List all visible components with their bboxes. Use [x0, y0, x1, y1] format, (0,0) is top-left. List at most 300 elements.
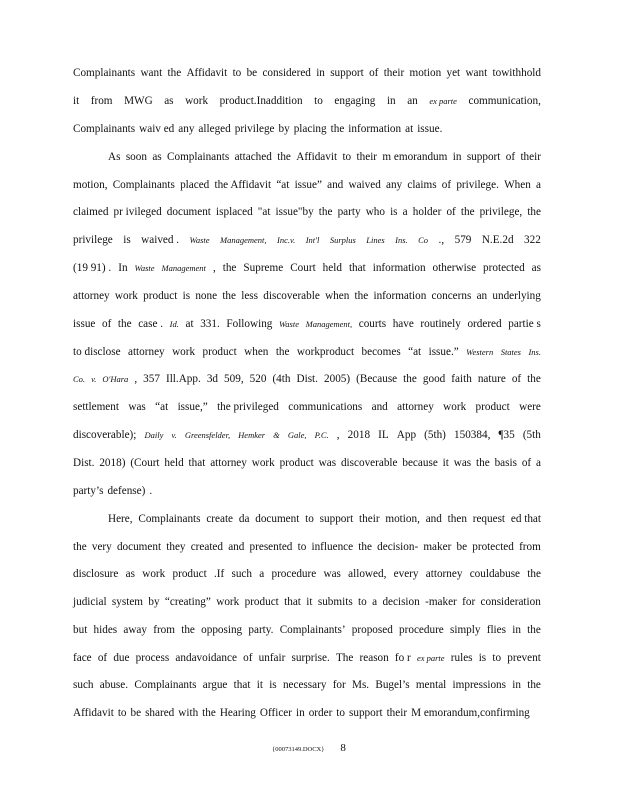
word: flies — [486, 624, 506, 636]
word: their — [356, 151, 378, 163]
word: placing — [293, 123, 327, 135]
word: such — [73, 679, 94, 691]
word: support — [330, 67, 364, 79]
text-line — [73, 317, 541, 331]
word: attorney — [73, 290, 110, 302]
word: of — [441, 179, 452, 191]
word: in — [512, 624, 521, 636]
word: surprise. — [291, 652, 330, 664]
word: presented — [249, 541, 293, 553]
word: da — [238, 513, 250, 525]
word: their — [386, 707, 408, 719]
word: party — [337, 206, 361, 218]
word: want — [465, 67, 488, 79]
word: product — [172, 568, 207, 580]
word: ., — [438, 234, 445, 246]
text-line — [73, 484, 541, 498]
word: by — [148, 596, 160, 608]
word: judicial — [73, 596, 107, 608]
word: the — [275, 346, 290, 358]
word: fo r — [394, 652, 411, 664]
word: the — [277, 151, 291, 163]
word: created — [190, 541, 223, 553]
word: a — [372, 596, 378, 608]
word: the — [330, 123, 345, 135]
word: considered — [262, 67, 311, 79]
word: is — [269, 679, 277, 691]
word: an — [407, 95, 418, 107]
word: consideration — [480, 596, 541, 608]
word: basis — [494, 457, 517, 469]
word: it — [442, 457, 449, 469]
word: of — [369, 67, 379, 79]
word: the — [117, 318, 132, 330]
text-line — [73, 205, 541, 219]
word: as — [164, 95, 174, 107]
word: as — [125, 568, 135, 580]
word: Bugel’s — [375, 679, 410, 691]
word: they — [166, 541, 186, 553]
word: reason — [359, 652, 389, 664]
word: protected — [472, 541, 514, 553]
word: Ill.App. — [165, 373, 201, 385]
text-line — [73, 706, 541, 720]
word: face — [73, 652, 92, 664]
word: for — [462, 596, 476, 608]
word: to — [305, 513, 314, 525]
word: it — [256, 679, 263, 691]
word: and — [327, 179, 344, 191]
word: good — [422, 373, 446, 385]
word: were — [519, 401, 541, 413]
word: 150384, — [454, 429, 491, 441]
word: prevent — [507, 652, 541, 664]
word: yet — [446, 67, 461, 79]
word: any — [178, 123, 195, 135]
word: was — [128, 401, 146, 413]
word: Waste — [134, 263, 155, 273]
text-line — [73, 178, 541, 192]
word: IL — [378, 429, 389, 441]
word: be — [130, 707, 142, 719]
word: a — [402, 206, 408, 218]
word: in — [452, 151, 462, 163]
word: the — [527, 206, 541, 218]
word: Complainants — [73, 123, 136, 135]
word: States — [500, 347, 521, 357]
word: discoverable — [340, 457, 398, 469]
text-line — [73, 400, 541, 414]
word: but — [73, 624, 88, 636]
word: none — [195, 290, 218, 302]
word: impressions — [452, 679, 506, 691]
text-line — [73, 623, 541, 637]
word: to — [342, 151, 352, 163]
word: is — [182, 290, 191, 302]
word: Dist. — [296, 373, 318, 385]
word: product — [244, 596, 279, 608]
word: Affidavit — [186, 67, 228, 79]
word: “at — [408, 346, 422, 358]
word: allowed, — [348, 568, 387, 580]
word: work — [172, 346, 196, 358]
word: When — [504, 179, 531, 191]
word: , — [336, 429, 340, 441]
word: Affidavit — [296, 151, 338, 163]
word: and — [371, 401, 388, 413]
word: discoverable — [263, 290, 320, 302]
page-number: 8 — [340, 742, 346, 754]
word: 2018) — [99, 457, 126, 469]
word: Complainants’ — [279, 624, 346, 636]
word: product — [143, 290, 178, 302]
word: of — [243, 652, 253, 664]
word: document — [116, 541, 162, 553]
word: work — [114, 290, 138, 302]
word: M emorandum,confirming — [411, 707, 530, 719]
word: claims — [407, 179, 437, 191]
word: of — [101, 318, 112, 330]
word: routinely — [420, 318, 461, 330]
word: disclosure — [73, 568, 119, 580]
word: attorney — [397, 401, 434, 413]
word: procedure — [271, 568, 317, 580]
text-line — [73, 678, 541, 692]
word: that — [188, 457, 206, 469]
word: the privileged — [217, 401, 279, 413]
text-line — [73, 345, 541, 359]
word: very — [91, 541, 112, 553]
word: holder — [412, 206, 442, 218]
word: support — [349, 707, 383, 719]
word: of — [505, 151, 516, 163]
text-line — [73, 261, 541, 275]
word: opposing — [201, 624, 243, 636]
word: influence — [311, 541, 354, 553]
word: that — [284, 596, 301, 608]
word: want — [140, 67, 163, 79]
word: Complainants — [112, 179, 175, 191]
word: v. — [171, 430, 177, 440]
word: have — [392, 318, 414, 330]
word: “at — [276, 179, 290, 191]
word: from — [519, 541, 541, 553]
text-line — [73, 372, 541, 386]
word: v. — [91, 374, 97, 384]
word: their — [359, 513, 380, 525]
word: the — [181, 624, 195, 636]
word: Greensfelder, — [184, 430, 231, 440]
word: waived — [348, 179, 381, 191]
word: party. — [248, 624, 274, 636]
word: is — [478, 652, 487, 664]
word: for — [332, 679, 346, 691]
word: request — [472, 513, 506, 525]
word: the — [527, 568, 541, 580]
word: from — [90, 95, 113, 107]
word: waiv ed — [139, 123, 175, 135]
word: work — [185, 95, 209, 107]
word: motion, — [73, 179, 108, 191]
word: the — [73, 541, 87, 553]
word: support — [319, 513, 354, 525]
text-line — [73, 595, 541, 609]
word: the — [403, 373, 417, 385]
word: (5th — [522, 429, 541, 441]
text-line — [73, 428, 541, 442]
word: to — [117, 707, 127, 719]
text-line — [73, 122, 541, 136]
word: as — [152, 151, 162, 163]
word: 509, — [224, 373, 244, 385]
word: Id. — [169, 319, 179, 329]
word: the — [222, 290, 236, 302]
word: to — [232, 67, 242, 79]
word: Complainants — [73, 67, 136, 79]
word: 357 — [143, 373, 160, 385]
word: issue” — [294, 179, 322, 191]
word: becomes — [361, 346, 401, 358]
word: hides — [93, 624, 118, 636]
word: . — [149, 485, 153, 497]
word: issue. — [417, 123, 443, 135]
word: ex parte — [416, 653, 445, 663]
word: motion — [409, 67, 442, 79]
word: Supreme — [243, 262, 284, 274]
word: ¶35 — [498, 429, 515, 441]
word: the — [222, 262, 237, 274]
word: shared — [145, 707, 175, 719]
word: attorney — [127, 346, 165, 358]
word: an — [476, 290, 488, 302]
word: Gale, — [287, 430, 307, 440]
word: of — [511, 373, 522, 385]
word: information — [372, 262, 426, 274]
word: rules — [450, 652, 473, 664]
word: because — [402, 457, 438, 469]
word: order — [308, 707, 333, 719]
word: proposed — [351, 624, 393, 636]
word: communications — [288, 401, 363, 413]
word: when — [325, 290, 350, 302]
word: then — [447, 513, 467, 525]
word: Co. — [73, 374, 86, 384]
word: of — [446, 206, 456, 218]
word: issue,” — [177, 401, 208, 413]
word: away — [123, 624, 147, 636]
word: to — [314, 95, 323, 107]
word: communication, — [468, 95, 541, 107]
word: and — [228, 541, 245, 553]
word: andavoidance — [175, 652, 237, 664]
word: Complainants — [138, 513, 201, 525]
word: “creating” — [164, 596, 211, 608]
word: 2018 — [347, 429, 371, 441]
word: simply — [450, 624, 481, 636]
word: decision — [382, 596, 420, 608]
word: workproduct — [296, 346, 355, 358]
word: held — [164, 457, 184, 469]
word: O'Hara — [102, 374, 129, 384]
word: ordered — [467, 318, 502, 330]
word: any — [386, 179, 403, 191]
word: due — [113, 652, 130, 664]
document-code: {00073149.DOCX} — [272, 746, 325, 753]
word: who — [365, 206, 385, 218]
word: less — [241, 290, 259, 302]
text-line — [73, 456, 541, 470]
word: in — [316, 67, 325, 79]
word: Officer — [259, 707, 292, 719]
word: document — [166, 206, 211, 218]
word: attorney — [425, 568, 463, 580]
word: work — [443, 401, 467, 413]
word: privilege — [73, 234, 113, 246]
word: in — [386, 95, 396, 107]
word: alleged — [198, 123, 231, 135]
word: waived . — [141, 234, 180, 246]
word: it — [306, 596, 313, 608]
word: otherwise — [432, 262, 477, 274]
text-line — [73, 233, 541, 247]
word: Following — [226, 318, 273, 330]
word: mental — [415, 679, 447, 691]
word: soon — [125, 151, 147, 163]
word: of — [521, 457, 532, 469]
word: to — [297, 541, 307, 553]
word: be — [246, 67, 258, 79]
word: their — [520, 151, 541, 163]
word: from — [153, 624, 175, 636]
word: the — [527, 624, 541, 636]
word: settlement — [73, 401, 119, 413]
word: at — [185, 318, 194, 330]
word: work — [142, 568, 166, 580]
word: process — [135, 652, 170, 664]
word: be — [456, 541, 468, 553]
word: when — [244, 346, 269, 358]
word: claimed — [73, 206, 109, 218]
word: as — [531, 262, 541, 274]
text-line — [108, 512, 541, 526]
word: is — [390, 206, 398, 218]
word: to — [336, 707, 345, 719]
word: necessary — [282, 679, 327, 691]
word: party’s — [73, 485, 104, 497]
word: the — [476, 457, 490, 469]
word: Dist. — [73, 457, 95, 469]
word: in — [512, 679, 521, 691]
word: 3d — [206, 373, 218, 385]
word: m emorandum — [382, 151, 448, 163]
word: MWG — [124, 95, 153, 107]
word: issue"by — [275, 206, 314, 218]
word: information — [348, 123, 402, 135]
word: , — [134, 373, 138, 385]
word: (4th — [272, 373, 291, 385]
word: the — [358, 541, 372, 553]
word: a — [536, 457, 541, 469]
word: 579 — [454, 234, 472, 246]
word: underlying — [492, 290, 541, 302]
word: and — [425, 513, 442, 525]
word: -maker — [425, 596, 457, 608]
word: Daily — [144, 430, 164, 440]
word: document — [255, 513, 300, 525]
word: product — [475, 401, 510, 413]
word: privilege — [234, 123, 275, 135]
word: was — [318, 457, 337, 469]
word: concerns — [431, 290, 472, 302]
word: Ins. — [395, 235, 408, 245]
text-line — [73, 540, 541, 554]
word: Waste — [279, 319, 299, 329]
word: 520 — [249, 373, 267, 385]
word: such — [231, 568, 252, 580]
word: faith — [451, 373, 472, 385]
word: Complainants — [167, 151, 230, 163]
word: issue.” — [428, 346, 459, 358]
word: the — [527, 373, 541, 385]
word: it — [73, 95, 80, 107]
word: with — [178, 707, 199, 719]
word: held — [322, 262, 342, 274]
word: was — [453, 457, 472, 469]
word: the — [354, 290, 369, 302]
text-line — [73, 94, 541, 108]
word: (Because — [356, 373, 398, 385]
word: Surplus — [329, 235, 356, 245]
word: a — [259, 568, 265, 580]
word: nature — [477, 373, 506, 385]
word: Complainants — [134, 679, 197, 691]
word: Court — [290, 262, 316, 274]
word: Here, — [108, 513, 133, 525]
word: support — [466, 151, 501, 163]
word: Co — [418, 235, 429, 245]
word: submits — [317, 596, 353, 608]
word: maker — [423, 541, 452, 553]
word: 331. — [200, 318, 220, 330]
word: issue — [73, 318, 96, 330]
word: a — [536, 179, 541, 191]
word: Int'l — [305, 235, 320, 245]
word: that — [348, 262, 366, 274]
word: Hearing — [219, 707, 256, 719]
word: App — [396, 429, 417, 441]
word: couldabuse — [469, 568, 521, 580]
word: ed that — [510, 513, 541, 525]
word: Ms. — [352, 679, 370, 691]
word: 322 — [524, 234, 541, 246]
word: to — [492, 652, 502, 664]
word: product — [279, 457, 314, 469]
word: partie s — [508, 318, 541, 330]
word: the — [460, 206, 475, 218]
page-footer — [0, 738, 618, 756]
word: Management, — [305, 319, 353, 329]
word: to disclose — [73, 346, 121, 358]
word: at — [405, 123, 414, 135]
word: work — [216, 596, 240, 608]
text-line — [73, 567, 541, 581]
word: towithhold — [492, 67, 541, 79]
word: privilege. — [456, 179, 499, 191]
word: decision- — [377, 541, 419, 553]
word: Inc.v. — [277, 235, 296, 245]
word: by — [278, 123, 290, 135]
word: create — [206, 513, 234, 525]
